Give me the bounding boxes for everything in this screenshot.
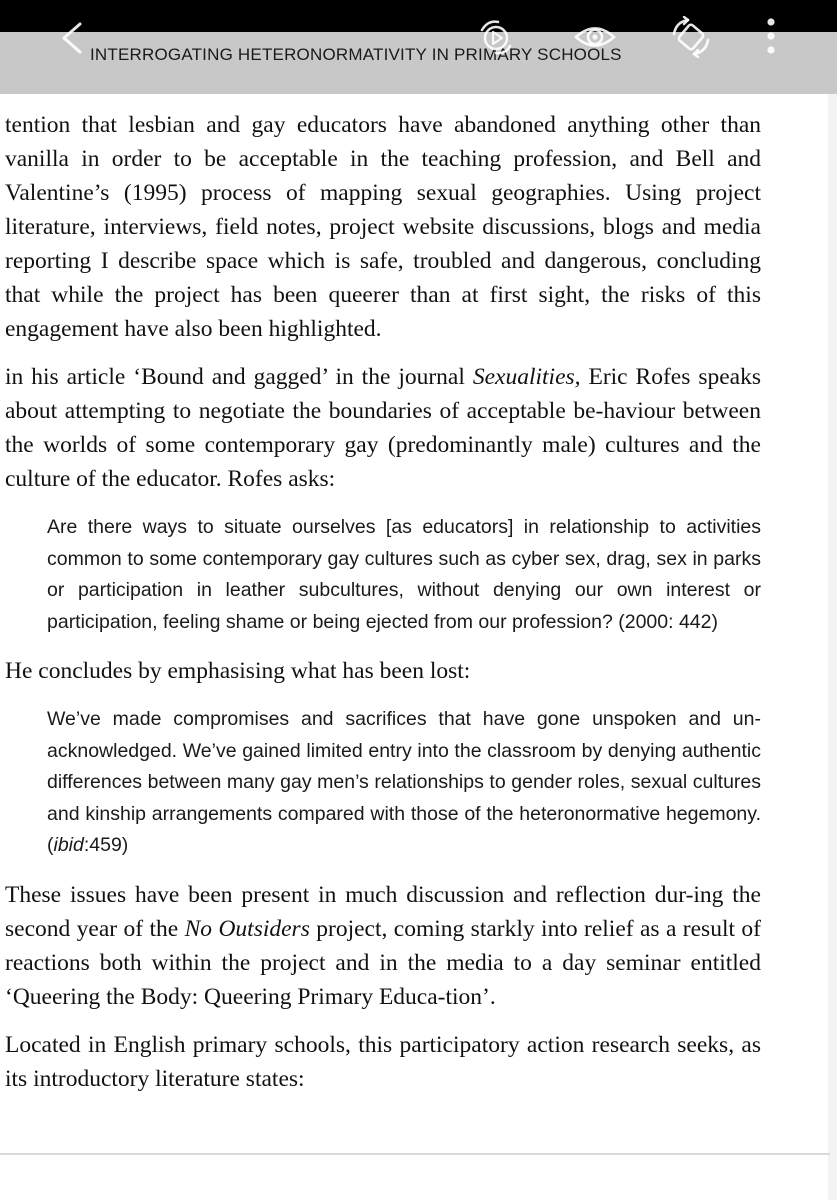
page-text (5, 108, 761, 1110)
paragraph-4-text-a: These issues have been present in much discussion and reflection dur-ing the second year of the (5, 881, 761, 942)
paragraph-4-text-b: project, coming starkly into relief as a result of reactions both within the project and in the media to a day seminar entitled ‘Queering the Body: Queering Primary Educa-tion’. (5, 915, 761, 1010)
project-name: No Outsiders (184, 915, 310, 942)
paragraph-3: He concludes by emphasising what has been lost: (5, 658, 471, 684)
eye-icon[interactable] (572, 18, 618, 56)
journal-title: Sexualities, (472, 364, 581, 390)
back-arrow-icon[interactable] (58, 20, 86, 56)
paragraph-4 (5, 878, 761, 1014)
book-page (0, 94, 837, 1149)
paragraph-2-text-a: in his article ‘Bound and gagged’ in the journal (5, 364, 473, 390)
play-icon[interactable] (474, 16, 518, 56)
block-quote-1: Are there ways to situate ourselves [as educators] in relationship to activities common to some contemporary gay cultures such as cyber sex, drag, sex in parks or participation in leather subcultures, without denying our own interest or participation, feeling shame or being ejected from our profession? (2000: 442) (47, 516, 761, 633)
quote-2-text-a: We’ve made compromises and sacrifices that have gone unspoken and un-acknowledged. We’ve gained limited entry into the classroom by denying authentic differences between many gay men’s relationships to gender roles, sexual cultures and kinship arrangements compared with those of the heteronormative hegemony. ( (47, 708, 761, 856)
paragraph-1: tention that lesbian and gay educators have abandoned anything other than vanilla in order to be acceptable in the teaching profession, and Bell and Valentine’s (1995) process of mapping sexual geographies. Using project literature, interviews, field notes, project website discussions, blogs and media reporting I describe space which is safe, troubled and dangerous, concluding that while the project has been queerer than at first sight, the risks of this engagement have also been highlighted. (5, 112, 761, 342)
rotate-icon[interactable] (668, 16, 714, 58)
block-quote-2 (47, 704, 761, 862)
quote-2-citation: ibid (53, 834, 84, 856)
running-header: INTERROGATING HETERONORMATIVITY IN PRIMARY SCHOOLS (90, 45, 622, 64)
page-edge (828, 94, 837, 1200)
paragraph-5: Located in English primary schools, this participatory action research seeks, as its introductory literature states: (5, 1031, 761, 1092)
paragraph-2-text-b: Eric Rofes speaks about attempting to negotiate the boundaries of acceptable be-haviour between the worlds of some contemporary gay (predominantly male) cultures and the culture of the educator. Rofes asks: (5, 364, 761, 492)
more-vertical-icon[interactable] (760, 16, 782, 56)
quote-2-text-b: :459) (83, 834, 129, 856)
page-bottom-divider (0, 1153, 830, 1155)
paragraph-2 (5, 360, 761, 496)
